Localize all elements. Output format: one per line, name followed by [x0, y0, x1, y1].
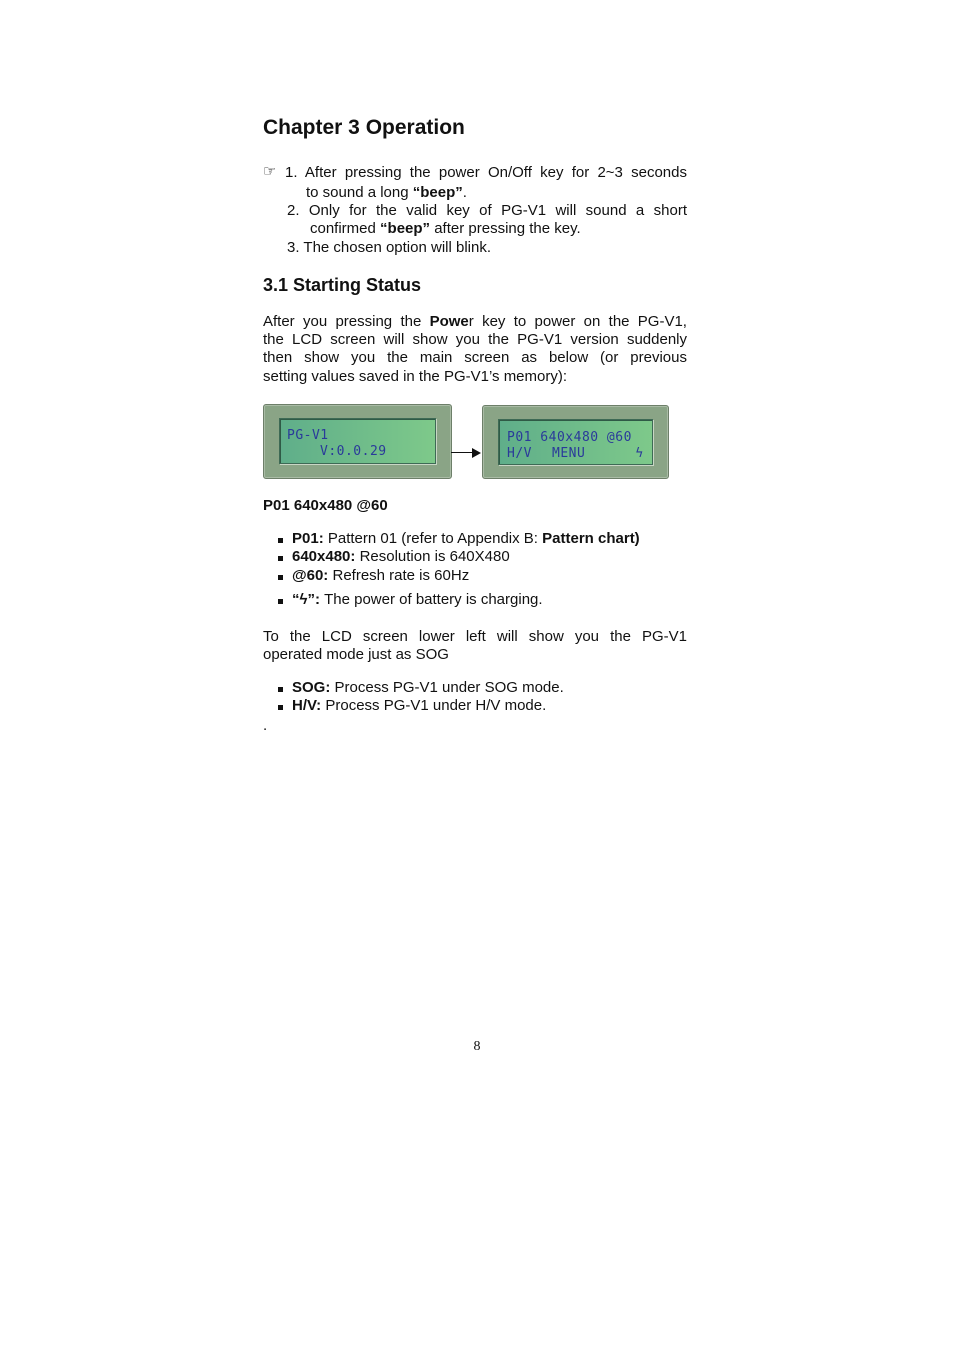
bullet-refresh: @60: Refresh rate is 60Hz — [292, 567, 470, 584]
trailing-dot: . — [263, 717, 268, 734]
bullet-icon — [278, 687, 283, 692]
bullet-sog: SOG: Process PG-V1 under SOG mode. — [292, 679, 564, 696]
bullet-charging: “ϟ”: The power of battery is charging. — [292, 591, 543, 608]
section-title: 3.1 Starting Status — [263, 275, 422, 295]
intro-item-2-cont: confirmed “beep” after pressing the key. — [310, 220, 581, 237]
arrow-head-icon — [472, 448, 481, 458]
pointing-hand-icon: ☞ — [263, 162, 277, 180]
para1-line3: then show you the main screen as below (or previous — [263, 349, 687, 366]
lcd-main-menu: MENU — [552, 446, 586, 461]
para2-line1: To the LCD screen lower left will show you the PG-V1 — [263, 628, 687, 645]
lcd-main-display — [482, 405, 669, 479]
lcd-main-line1: P01 640x480 @60 — [507, 430, 632, 445]
page-number: 8 — [473, 1039, 481, 1054]
para1-line2: the LCD screen will show you the PG-V1 version suddenly — [263, 331, 687, 348]
lcd-main-mode: H/V — [507, 446, 532, 461]
battery-charging-icon: ϟ — [635, 446, 645, 461]
lcd-startup-screen — [279, 418, 436, 464]
para2-line2: operated mode just as SOG — [263, 646, 449, 663]
lcd-startup-line2: V:0.0.29 — [320, 444, 387, 459]
para1-line4: setting values saved in the PG-V1’s memory): — [263, 368, 568, 385]
bullet-resolution: 640x480: Resolution is 640X480 — [292, 548, 510, 565]
para1-line1: After you pressing the Power key to power on the PG-V1, — [263, 313, 687, 330]
bullet-hv: H/V: Process PG-V1 under H/V mode. — [292, 697, 547, 714]
lcd-startup-display — [263, 404, 452, 479]
bullet-p01: P01: Pattern 01 (refer to Appendix B: Pattern chart) — [292, 530, 640, 547]
intro-item-3: 3. The chosen option will blink. — [287, 239, 492, 256]
bullet-icon — [278, 538, 283, 543]
mode-heading: P01 640x480 @60 — [263, 497, 388, 514]
lcd-startup-line1: PG-V1 — [287, 428, 329, 443]
bullet-icon — [278, 599, 283, 604]
bullet-icon — [278, 556, 283, 561]
chapter-title: Chapter 3 Operation — [263, 116, 465, 139]
bullet-icon — [278, 705, 283, 710]
intro-item-1-cont: to sound a long “beep”. — [306, 184, 467, 201]
bullet-icon — [278, 575, 283, 580]
intro-item-2: 2. Only for the valid key of PG-V1 will sound a short — [287, 202, 687, 219]
lcd-main-screen — [498, 419, 653, 465]
intro-item-1: 1. After pressing the power On/Off key for 2~3 seconds — [285, 164, 687, 181]
